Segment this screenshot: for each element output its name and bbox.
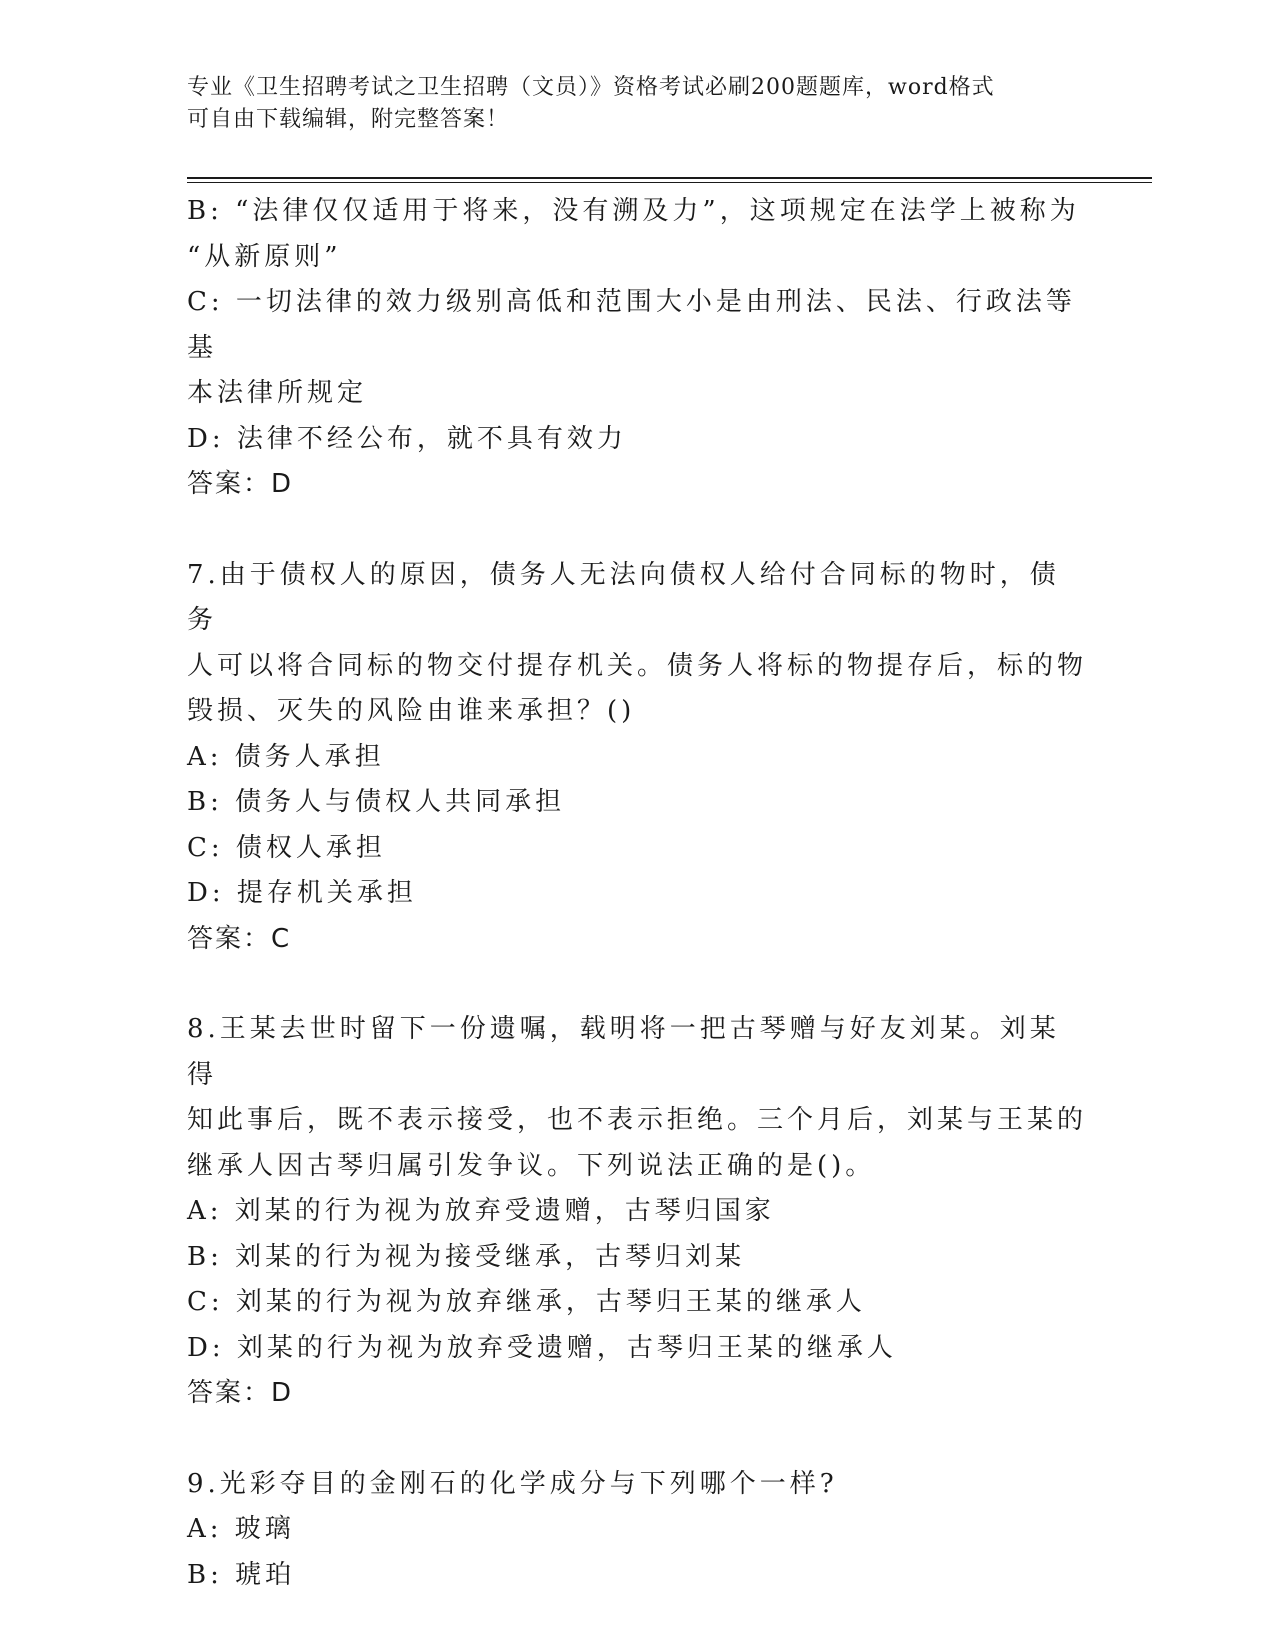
- question-list: [187, 189, 1087, 1598]
- option-b: B: 债务人与债权人共同承担: [187, 787, 566, 817]
- option-a: A: 玻璃: [187, 1514, 295, 1544]
- answer-line: 答案：C: [187, 923, 292, 954]
- option-c: C: 债权人承担: [187, 832, 386, 863]
- question-stem-line: 8.王某去世时留下一份遗嘱，载明将一把古琴赠与好友刘某。刘某得: [187, 1014, 1060, 1090]
- question-stem-line: 继承人因古琴归属引发争议。下列说法正确的是()。: [187, 1150, 876, 1181]
- option-c: C: 刘某的行为视为放弃继承，古琴归王某的继承人: [187, 1287, 866, 1317]
- option-b: B: 琥珀: [187, 1559, 296, 1590]
- header-divider-thick: [187, 177, 1152, 179]
- question-block-8: [187, 1007, 1087, 1417]
- question-stem-line: 毁损、灭失的风险由谁来承担？(): [187, 696, 636, 726]
- option-c-line-2: 本法律所规定: [187, 378, 368, 408]
- page-header: [187, 72, 1067, 136]
- question-stem-line: 知此事后，既不表示接受，也不表示拒绝。三个月后，刘某与王某的: [187, 1105, 1088, 1135]
- answer-line: 答案：D: [187, 1378, 294, 1408]
- option-b-line-1: B: “法律仅仅适用于将来，没有溯及力”，这项规定在法学上被称为: [187, 196, 1080, 226]
- question-block-9: [187, 1462, 1087, 1599]
- answer-line: 答案：D: [187, 469, 294, 499]
- question-stem-line: 人可以将合同标的物交付提存机关。债务人将标的物提存后，标的物: [187, 650, 1088, 681]
- option-d: D: 刘某的行为视为放弃受遗赠，古琴归王某的继承人: [187, 1332, 897, 1363]
- option-d: D: 提存机关承担: [187, 878, 417, 908]
- question-stem-line: 9.光彩夺目的金刚石的化学成分与下列哪个一样?: [187, 1468, 838, 1499]
- spacer: [187, 1417, 1087, 1462]
- option-c-line-1: C: 一切法律的效力级别高低和范围大小是由刑法、民法、行政法等基: [187, 287, 1076, 363]
- option-a: A: 刘某的行为视为放弃受遗赠，古琴归国家: [187, 1196, 775, 1226]
- option-b: B: 刘某的行为视为接受继承，古琴归刘某: [187, 1241, 746, 1272]
- header-line-2: 可自由下载编辑，附完整答案！: [187, 107, 510, 132]
- option-d: D: 法律不经公布，就不具有效力: [187, 423, 627, 454]
- question-block-7: [187, 553, 1087, 963]
- header-divider-thin: [187, 182, 1152, 183]
- spacer: [187, 962, 1087, 1007]
- spacer: [187, 508, 1087, 553]
- header-line-1: 专业《卫生招聘考试之卫生招聘（文员）》资格考试必刷200题题库，word格式: [187, 75, 995, 100]
- question-stem-line: 7.由于债权人的原因，债务人无法向债权人给付合同标的物时，债务: [187, 559, 1060, 635]
- option-a: A: 债务人承担: [187, 741, 385, 772]
- question-block-prev: [187, 189, 1087, 508]
- option-b-line-2: “从新原则”: [187, 241, 342, 272]
